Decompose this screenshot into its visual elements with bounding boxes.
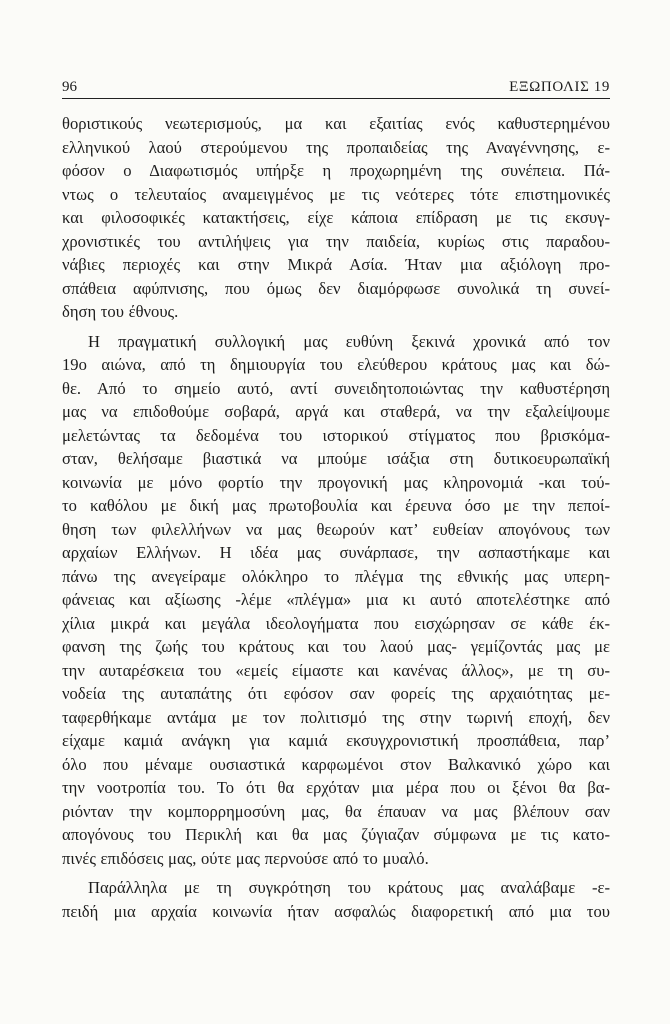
page-number: 96 (62, 79, 77, 95)
text-line: φάνειας και αξίωσης -λέμε «πλέγμα» μια κι αυτό αποτελέστηκε από (62, 590, 610, 609)
text-line: νοδεία της αυταπάτης ότι εφόσον σαν φορείς της αρχαιότητας με- (62, 684, 610, 703)
text-line: Παράλληλα με τη συγκρότηση του κράτους μας αναλάβαμε -ε- (88, 878, 610, 897)
text-line: φόσον ο Διαφωτισμός υπήρξε η προχωρημένη της συνέπεια. Πά- (62, 161, 610, 180)
text-line: και φιλοσοφικές κατακτήσεις, είχε κάποια επίδραση με τις εκσυγ- (62, 208, 610, 227)
text-line: πειδή μια αρχαία κοινωνία ήταν ασφαλώς διαφορετική από μια του (62, 901, 610, 921)
text-line: την αυταρέσκεια του «εμείς είμαστε και κανένας άλλος», με τη συ- (62, 660, 610, 680)
text-line: ελληνικού λαού στερούμενου της προπαιδείας της Αναγέννησης, ε- (62, 137, 610, 157)
text-line: είχαμε καμιά ανάγκη για καμιά εκσυγχρονιστική προσπάθεια, παρ’ (62, 731, 610, 750)
text-line: όλο που μέναμε ουσιαστικά καρφωμένοι στον Βαλκανικό χώρο και (62, 754, 610, 774)
text-line: χρονιστικές του αντιλήψεις για την παιδεία, κυρίως στις παραδου- (62, 231, 610, 251)
text-line: δηση του έθνους. (62, 302, 179, 321)
body-text (62, 112, 610, 923)
text-line: αρχαίων Ελλήνων. Η ιδέα μας συνάρπασε, την ασπαστήκαμε και (62, 543, 610, 562)
paragraph (62, 330, 610, 871)
text-line: σταν, θελήσαμε βιαστικά να μπούμε ισάξια στη δυτικοευρωπαϊκή (62, 449, 610, 468)
text-line: κοινωνία με μόνο φορτίο την προγονική μας κληρονομιά -και τού- (62, 472, 610, 492)
text-line: θοριστικούς νεωτερισμούς, μα και εξαιτίας ενός καθυστερημένου (62, 114, 610, 133)
text-line: θηση των φιλελλήνων να μας θεωρούν κατ’ ευθείαν απογόνους των (62, 519, 610, 539)
text-line: Η πραγματική συλλογική μας ευθύνη ξεκινά χρονικά από τον (88, 331, 610, 351)
text-line: φανση της ζωής του κράτους και του λαού μας- γεμίζοντάς μας με (62, 637, 610, 656)
text-line: νάβιες περιοχές και στην Μικρά Ασία. Ήταν μια αξιόλογη προ- (62, 255, 610, 274)
text-line: ταφερθήκαμε αντάμα με τον πολιτισμό της στην τωρινή εποχή, δεν (62, 707, 610, 727)
text-line: απογόνους του Περικλή και θα μας ζύγιαζαν σύμφωνα με τις κατο- (62, 825, 610, 844)
paragraph (62, 112, 610, 324)
text-line: μας να επιδοθούμε σοβαρά, αργά και σταθερά, να την εξαλείψουμε (62, 402, 610, 421)
text-line: το καθόλου με δική μας πρωτοβουλία και έρευνα όσο με την πεποί- (62, 496, 610, 515)
text-line: μελετώντας τα δεδομένα του ιστορικού στίγματος που βρισκόμα- (62, 425, 610, 445)
text-line: 19ο αιώνα, από τη δημιουργία του ελεύθερου κράτους μας και δώ- (62, 355, 610, 374)
text-line: ριόνταν την κομπορρημοσύνη μας, θα έπαυαν να μας βλέπουν σαν (62, 801, 610, 821)
paragraph (62, 876, 610, 923)
text-line: την νοοτροπία του. Το ότι θα ερχόταν μια μέρα που οι ξένοι θα βα- (62, 778, 610, 797)
text-line: θε. Από το σημείο αυτό, αντί συνειδητοποιώντας την καθυστέρηση (62, 378, 610, 398)
journal-title: ΕΞΩΠΟΛΙΣ 19 (509, 79, 610, 95)
text-line: χίλια μικρά και μεγάλα ιδεολογήματα που εισχώρησαν σε κάθε έκ- (62, 613, 610, 633)
text-line: πάνω της ανεγείραμε ολόκληρο το πλέγμα της εθνικής μας υπερη- (62, 566, 610, 586)
running-header (62, 74, 610, 99)
text-line: ντως ο τελευταίος αναμειγμένος με τις νεότερες τότε επιστημονικές (62, 184, 610, 204)
text-line: πινές επιδόσεις μας, ούτε μας περνούσε από το μυαλό. (62, 848, 429, 868)
text-line: σπάθεια αφύπνισης, που όμως δεν διαμόρφωσε συνολικά τη συνεί- (62, 278, 610, 298)
